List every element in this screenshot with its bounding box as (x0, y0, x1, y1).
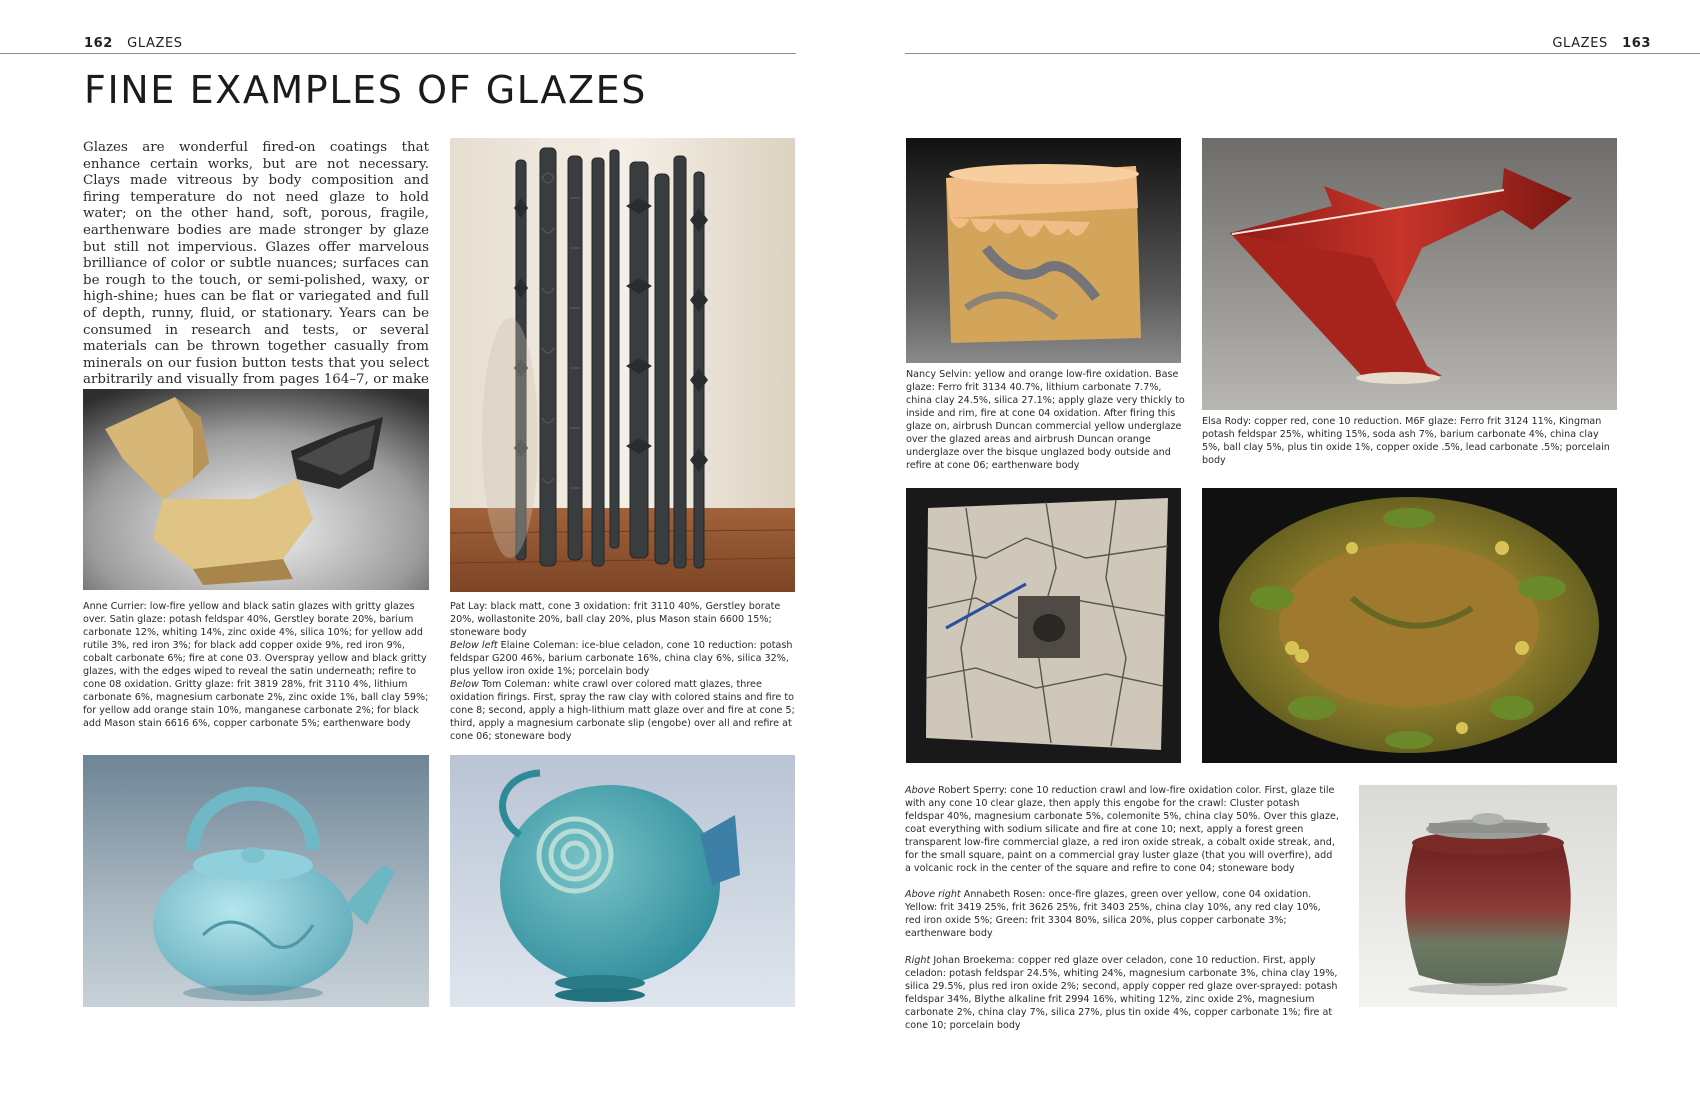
photo-johan-broekema-jar (1359, 785, 1617, 1007)
caption-johan-broekema: Johan Broekema: copper red glaze over celadon, cone 10 reduction. First, apply celadon: potash feldspar 24.5%, whiting 24%, magnesium carbonate 3%, china clay 19%, silica 29.5%, plus red iron oxide 2%; second, apply copper red glaze over-sprayed: potash feldspar 34%, Blythe alkaline frit 2994 16%, whiting 12%, zinc oxide 2%, magnesium carbonate 2%, china clay 7%, silica 27%, plus tin oxide 4%, copper carbonate 1%; fire at cone 10; porcelain body (905, 954, 1338, 1031)
right-page-number: 163 (1622, 36, 1651, 51)
caption-elaine-coleman: Elaine Coleman: ice-blue celadon, cone 10 reduction: potash feldspar G200 46%, barium carbonate 16%, china clay 6%, silica 32%, plus yellow iron oxide 1%; porcelain body (450, 640, 793, 678)
page-title: FINE EXAMPLES OF GLAZES (84, 68, 647, 112)
intro-paragraph: Glazes are wonderful fired-on coatings that enhance certain works, but are not necessary. Clays made vitreous by body composition and firing temperature do not need glaze to hold water; on the other hand, soft, porous, fragile, earthenware bodies are made stronger by glaze but still not impervious. Glazes offer marvelous brilliance of color or subtle nuances; surfaces can be rough to the touch, or semi-polished, waxy, or high-shine; hues can be flat or variegated and full of depth, runny, fluid, or stationary. Years can be consumed in research and tests, or several materials can be thrown together casually from minerals on our fusion button tests that you select arbitrarily and visually from pages 164–7, or make (83, 140, 429, 388)
caption-sperry-label: Above (905, 785, 936, 796)
right-running-head (1552, 36, 1651, 51)
caption-bottom-right-column (905, 784, 1339, 1032)
photo-elaine-coleman-teapot (83, 755, 429, 1007)
caption-anne-currier: Anne Currier: low-fire yellow and black satin glazes with gritty glazes over. Satin glaze: potash feldspar 40%, Gerstley borate 20%, barium carbonate 12%, whiting 14%, zinc oxide 4%, silica 10%; for yellow add rutile 3%, red iron 3%; for black add copper oxide 9%, red iron 9%, cobalt carbonate 6%; fire at cone 03. Overspray yellow and black gritty glazes, with the edges wiped to reveal the satin underneath; refire to cone 08 oxidation. Gritty glaze: frit 3819 28%, frit 3110 4%, lithium carbonate 6%, magnesium carbonate 2%, zinc oxide 1%, ball clay 59%; for yellow add orange stain 10%, manganese carbonate 2%; for black add Mason stain 6616 6%, copper carbonate 5%; earthenware body (83, 601, 429, 730)
photo-annabeth-rosen-platter (1202, 488, 1617, 763)
caption-elsa-rody: Elsa Rody: copper red, cone 10 reduction. M6F glaze: Ferro frit 3124 11%, Kingman potash feldspar 25%, whiting 15%, soda ash 7%, barium carbonate 4%, china clay 5%, ball clay 5%, plus tin oxide 1%, copper oxide .5%, lead carbonate .5%; porcelain body (1202, 416, 1610, 467)
photo-tom-coleman-flask (450, 755, 795, 1007)
photo-elsa-rody-bowl (1202, 138, 1617, 410)
caption-robert-sperry: Robert Sperry: cone 10 reduction crawl and low-fire oxidation color. First, glaze tile with any cone 10 clear glaze, then apply this engobe for the crawl: Cluster potash feldspar 40%, magnesium carbonate 5%, colemonite 5%, china clay 50%. Over this glaze, coat everything with sodium silicate and fire at cone 10; next, apply a forest green transparent low-fire commercial glaze, a red iron oxide streak, a cobalt oxide streak, and, for the small square, paint on a commercial gray luster glaze (that you will overfire), add a volcanic rock in the center of the square and refire to cone 04; stoneware body (905, 785, 1339, 875)
photo-nancy-selvin-vessel (906, 138, 1181, 363)
right-header-rule (905, 53, 1700, 54)
caption-rosen-label: Above right (905, 889, 961, 901)
caption-nancy-selvin: Nancy Selvin: yellow and orange low-fire oxidation. Base glaze: Ferro frit 3134 40.7%, lithium carbonate 7.7%, china clay 24.5%, silica 27.1%; apply glaze very thickly to inside and rim, fire at cone 04 oxidation. After firing this glaze on, airbrush Duncan commercial yellow underglaze over the glazed areas and airbrush Duncan orange underglaze over the bisque unglazed body outside and refire at cone 06; earthenware body (906, 369, 1185, 472)
photo-pat-lay-columns (450, 138, 795, 592)
left-running-head (84, 36, 183, 51)
caption-tom-coleman-label: Below (450, 679, 479, 691)
left-section-label: GLAZES (127, 36, 183, 51)
photo-robert-sperry-tile (906, 488, 1181, 763)
left-header-rule (0, 53, 796, 54)
caption-broekema-label: Right (905, 954, 931, 966)
caption-pat-lay: Pat Lay: black matt, cone 3 oxidation: frit 3110 40%, Gerstley borate 20%, wollastonite 20%, ball clay 20%, plus Mason stain 6600 15%; stoneware body (450, 601, 781, 639)
caption-annabeth-rosen: Annabeth Rosen: once-fire glazes, green over yellow, cone 04 oxidation. Yellow: frit 3419 25%, frit 3626 25%, frit 3403 25%, china clay 10%, any red clay 10%, red iron oxide 5%; Green: frit 3304 80%, silica 20%, plus copper carbonate 3%; earthenware body (905, 889, 1321, 940)
photo-anne-currier-sculpture (83, 389, 429, 590)
caption-elaine-coleman-label: Below left (450, 640, 498, 652)
right-section-label: GLAZES (1552, 36, 1608, 51)
caption-tom-coleman: Tom Coleman: white crawl over colored matt glazes, three oxidation firings. First, spray the raw clay with colored stains and fire to cone 8; second, apply a high-lithium matt glaze over and fire at cone 5; third, apply a magnesium carbonate slip (engobe) over all and refire at cone 06; stoneware body (450, 679, 795, 743)
left-page-number: 162 (84, 36, 113, 51)
caption-left-column-2 (450, 600, 802, 744)
